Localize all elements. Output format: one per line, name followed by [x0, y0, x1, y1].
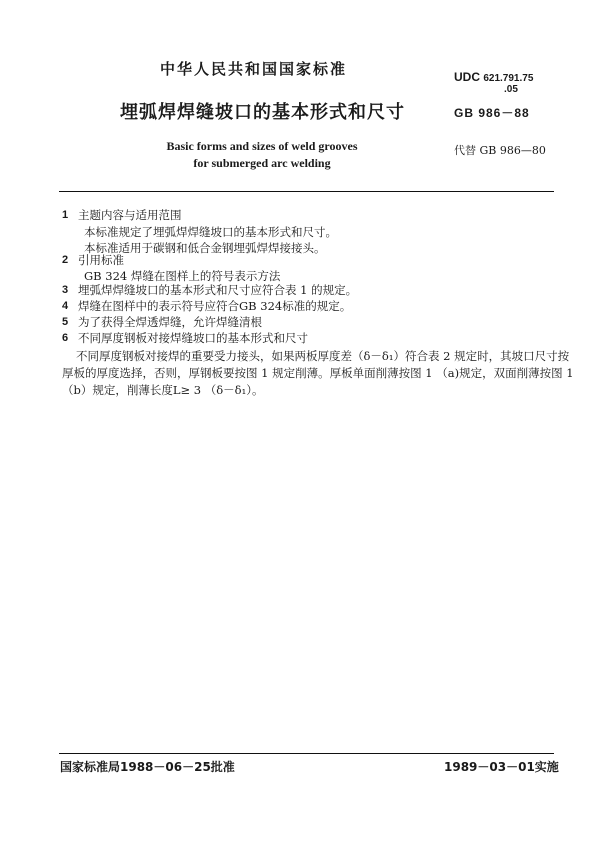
footer-divider [59, 753, 554, 754]
section-title-4: 焊缝在图样中的表示符号应符合GB 324标准的规定。 [78, 299, 352, 313]
standard-title-en-line2: for submerged arc welding [193, 156, 331, 170]
section-6-line-2: 厚板的厚度选择，否则，厚钢板要按图 1 规定削薄。厚板单面削薄按图 1 （a)规定，双面削薄按图 1 [62, 366, 574, 380]
section-6-line-3: （b）规定，削薄长度L≥ 3 （δ－δ₁）。 [62, 383, 264, 397]
approval-date: 国家标准局1988－06－25批准 [60, 760, 235, 774]
implementation-date: 1989－03－01实施 [444, 760, 559, 774]
section-number-1: 1 [62, 209, 69, 221]
section-number-3: 3 [62, 284, 69, 296]
udc-code: 621.791.75 [483, 73, 534, 84]
country-standard-title: 中华人民共和国国家标准 [160, 60, 348, 78]
udc-subcode: .05 [504, 84, 518, 95]
section-title-5: 为了获得全焊透焊缝，允许焊缝清根 [78, 315, 262, 329]
udc-classification [454, 70, 533, 84]
section-title-3: 埋弧焊焊缝坡口的基本形式和尺寸应符合表 1 的规定。 [78, 283, 358, 297]
standard-title-en-line1: Basic forms and sizes of weld grooves [166, 139, 358, 153]
section-number-5: 5 [62, 316, 69, 328]
replaces-standard: 代替 GB 986—80 [454, 144, 546, 157]
section-2-line-1: GB 324 焊缝在图样上的符号表示方法 [84, 269, 281, 283]
section-1-line-1: 本标准规定了埋弧焊焊缝坡口的基本形式和尺寸。 [84, 225, 337, 239]
section-number-6: 6 [62, 332, 69, 344]
section-title-1: 主题内容与适用范围 [78, 208, 182, 222]
section-title-6: 不同厚度钢板对接焊缝坡口的基本形式和尺寸 [78, 331, 308, 345]
standard-title-cn: 埋弧焊焊缝坡口的基本形式和尺寸 [120, 102, 405, 123]
section-1-line-2: 本标准适用于碳钢和低合金钢埋弧焊焊接接头。 [84, 241, 326, 255]
section-6-line-1: 不同厚度钢板对接焊的重要受力接头，如果两板厚度差（δ－δ₁）符合表 2 规定时，其坡口尺寸按 [76, 349, 570, 363]
section-number-4: 4 [62, 300, 69, 312]
section-title-2: 引用标准 [78, 253, 124, 267]
header-divider [59, 191, 554, 192]
section-number-2: 2 [62, 254, 69, 266]
gb-number: GB 986－88 [454, 106, 530, 120]
udc-prefix: UDC [454, 70, 480, 84]
